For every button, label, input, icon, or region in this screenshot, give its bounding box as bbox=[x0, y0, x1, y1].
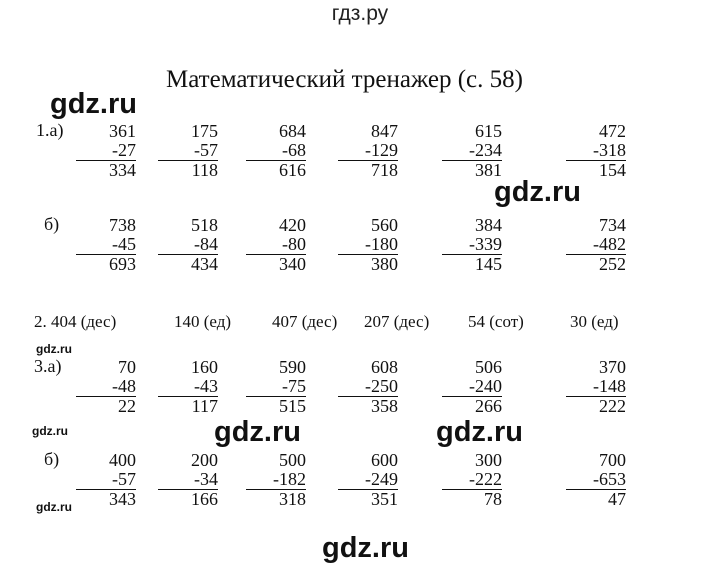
subtrahend: -43 bbox=[194, 376, 218, 396]
subtrahend: -653 bbox=[593, 469, 626, 489]
minuend: 370 bbox=[599, 357, 626, 377]
subtrahend: -75 bbox=[282, 376, 306, 396]
subtrahend: -182 bbox=[273, 469, 306, 489]
subtraction-problem bbox=[246, 216, 306, 274]
minuend: 70 bbox=[118, 357, 136, 377]
minuend: 160 bbox=[191, 357, 218, 377]
difference: 266 bbox=[442, 396, 502, 416]
minuend: 472 bbox=[599, 121, 626, 141]
subtraction-problem bbox=[76, 451, 136, 509]
difference: 616 bbox=[246, 160, 306, 180]
task2-answer: 2. 404 (дес) bbox=[34, 312, 117, 331]
subtraction-problem bbox=[338, 358, 398, 416]
task1-b-label: б) bbox=[44, 214, 60, 234]
difference: 47 bbox=[566, 489, 626, 509]
task2-answer: 140 (ед) bbox=[174, 312, 232, 331]
minuend: 738 bbox=[109, 215, 136, 235]
subtraction-problem bbox=[442, 358, 502, 416]
minuend: 847 bbox=[371, 121, 398, 141]
difference: 351 bbox=[338, 489, 398, 509]
subtraction-problem bbox=[76, 122, 136, 180]
minuend: 420 bbox=[279, 215, 306, 235]
subtraction-problem bbox=[76, 216, 136, 274]
watermark-small: gdz.ru bbox=[36, 500, 72, 514]
minuend: 700 bbox=[599, 450, 626, 470]
difference: 154 bbox=[566, 160, 626, 180]
subtrahend: -129 bbox=[365, 140, 398, 160]
subtraction-problem bbox=[566, 358, 626, 416]
task3-a-label: 3.а) bbox=[34, 356, 62, 376]
watermark: gdz.ru bbox=[322, 532, 409, 564]
watermark: gdz.ru bbox=[494, 176, 581, 208]
subtraction-problem bbox=[246, 122, 306, 180]
minuend: 518 bbox=[191, 215, 218, 235]
difference: 145 bbox=[442, 254, 502, 274]
subtrahend: -249 bbox=[365, 469, 398, 489]
difference: 693 bbox=[76, 254, 136, 274]
difference: 166 bbox=[158, 489, 218, 509]
subtraction-problem bbox=[158, 451, 218, 509]
page-title: Математический тренажер (с. 58) bbox=[166, 66, 523, 93]
task2-answer: 407 (дес) bbox=[272, 312, 338, 331]
minuend: 684 bbox=[279, 121, 306, 141]
difference: 340 bbox=[246, 254, 306, 274]
subtraction-problem bbox=[566, 216, 626, 274]
subtrahend: -80 bbox=[282, 234, 306, 254]
watermark: gdz.ru bbox=[214, 416, 301, 448]
minuend: 590 bbox=[279, 357, 306, 377]
subtraction-problem bbox=[246, 358, 306, 416]
subtrahend: -84 bbox=[194, 234, 218, 254]
task2-answer: 30 (ед) bbox=[570, 312, 619, 331]
subtraction-problem bbox=[76, 358, 136, 416]
difference: 358 bbox=[338, 396, 398, 416]
subtraction-problem bbox=[442, 122, 502, 180]
difference: 222 bbox=[566, 396, 626, 416]
subtraction-problem bbox=[442, 216, 502, 274]
subtrahend: -48 bbox=[112, 376, 136, 396]
site-header[interactable]: гдз.ру bbox=[331, 2, 389, 25]
difference: 380 bbox=[338, 254, 398, 274]
difference: 343 bbox=[76, 489, 136, 509]
minuend: 400 bbox=[109, 450, 136, 470]
minuend: 608 bbox=[371, 357, 398, 377]
subtrahend: -27 bbox=[112, 140, 136, 160]
watermark-small: gdz.ru bbox=[36, 342, 72, 356]
difference: 381 bbox=[442, 160, 502, 180]
watermark-small: gdz.ru bbox=[32, 424, 68, 438]
difference: 78 bbox=[442, 489, 502, 509]
minuend: 506 bbox=[475, 357, 502, 377]
subtrahend: -45 bbox=[112, 234, 136, 254]
task3-b-label: б) bbox=[44, 449, 60, 469]
difference: 22 bbox=[76, 396, 136, 416]
minuend: 734 bbox=[599, 215, 626, 235]
difference: 117 bbox=[158, 396, 218, 416]
subtrahend: -240 bbox=[469, 376, 502, 396]
task1-a-label: 1.а) bbox=[36, 120, 64, 140]
minuend: 361 bbox=[109, 121, 136, 141]
subtrahend: -482 bbox=[593, 234, 626, 254]
subtrahend: -34 bbox=[194, 469, 218, 489]
subtrahend: -339 bbox=[469, 234, 502, 254]
difference: 252 bbox=[566, 254, 626, 274]
difference: 434 bbox=[158, 254, 218, 274]
difference: 515 bbox=[246, 396, 306, 416]
subtraction-problem bbox=[158, 216, 218, 274]
subtrahend: -68 bbox=[282, 140, 306, 160]
difference: 334 bbox=[76, 160, 136, 180]
subtraction-problem bbox=[158, 122, 218, 180]
subtrahend: -234 bbox=[469, 140, 502, 160]
subtraction-problem bbox=[338, 216, 398, 274]
subtraction-problem bbox=[338, 451, 398, 509]
minuend: 500 bbox=[279, 450, 306, 470]
subtrahend: -318 bbox=[593, 140, 626, 160]
minuend: 200 bbox=[191, 450, 218, 470]
difference: 318 bbox=[246, 489, 306, 509]
subtrahend: -180 bbox=[365, 234, 398, 254]
watermark: gdz.ru bbox=[50, 88, 137, 120]
subtrahend: -222 bbox=[469, 469, 502, 489]
subtrahend: -148 bbox=[593, 376, 626, 396]
watermark: gdz.ru bbox=[436, 416, 523, 448]
subtraction-problem bbox=[566, 451, 626, 509]
minuend: 600 bbox=[371, 450, 398, 470]
difference: 718 bbox=[338, 160, 398, 180]
subtrahend: -57 bbox=[194, 140, 218, 160]
subtrahend: -250 bbox=[365, 376, 398, 396]
subtraction-problem bbox=[246, 451, 306, 509]
minuend: 175 bbox=[191, 121, 218, 141]
minuend: 615 bbox=[475, 121, 502, 141]
subtraction-problem bbox=[338, 122, 398, 180]
difference: 118 bbox=[158, 160, 218, 180]
task2-answer: 207 (дес) bbox=[364, 312, 430, 331]
minuend: 560 bbox=[371, 215, 398, 235]
minuend: 384 bbox=[475, 215, 502, 235]
subtrahend: -57 bbox=[112, 469, 136, 489]
minuend: 300 bbox=[475, 450, 502, 470]
subtraction-problem bbox=[566, 122, 626, 180]
subtraction-problem bbox=[158, 358, 218, 416]
subtraction-problem bbox=[442, 451, 502, 509]
task2-answer: 54 (сот) bbox=[468, 312, 524, 331]
